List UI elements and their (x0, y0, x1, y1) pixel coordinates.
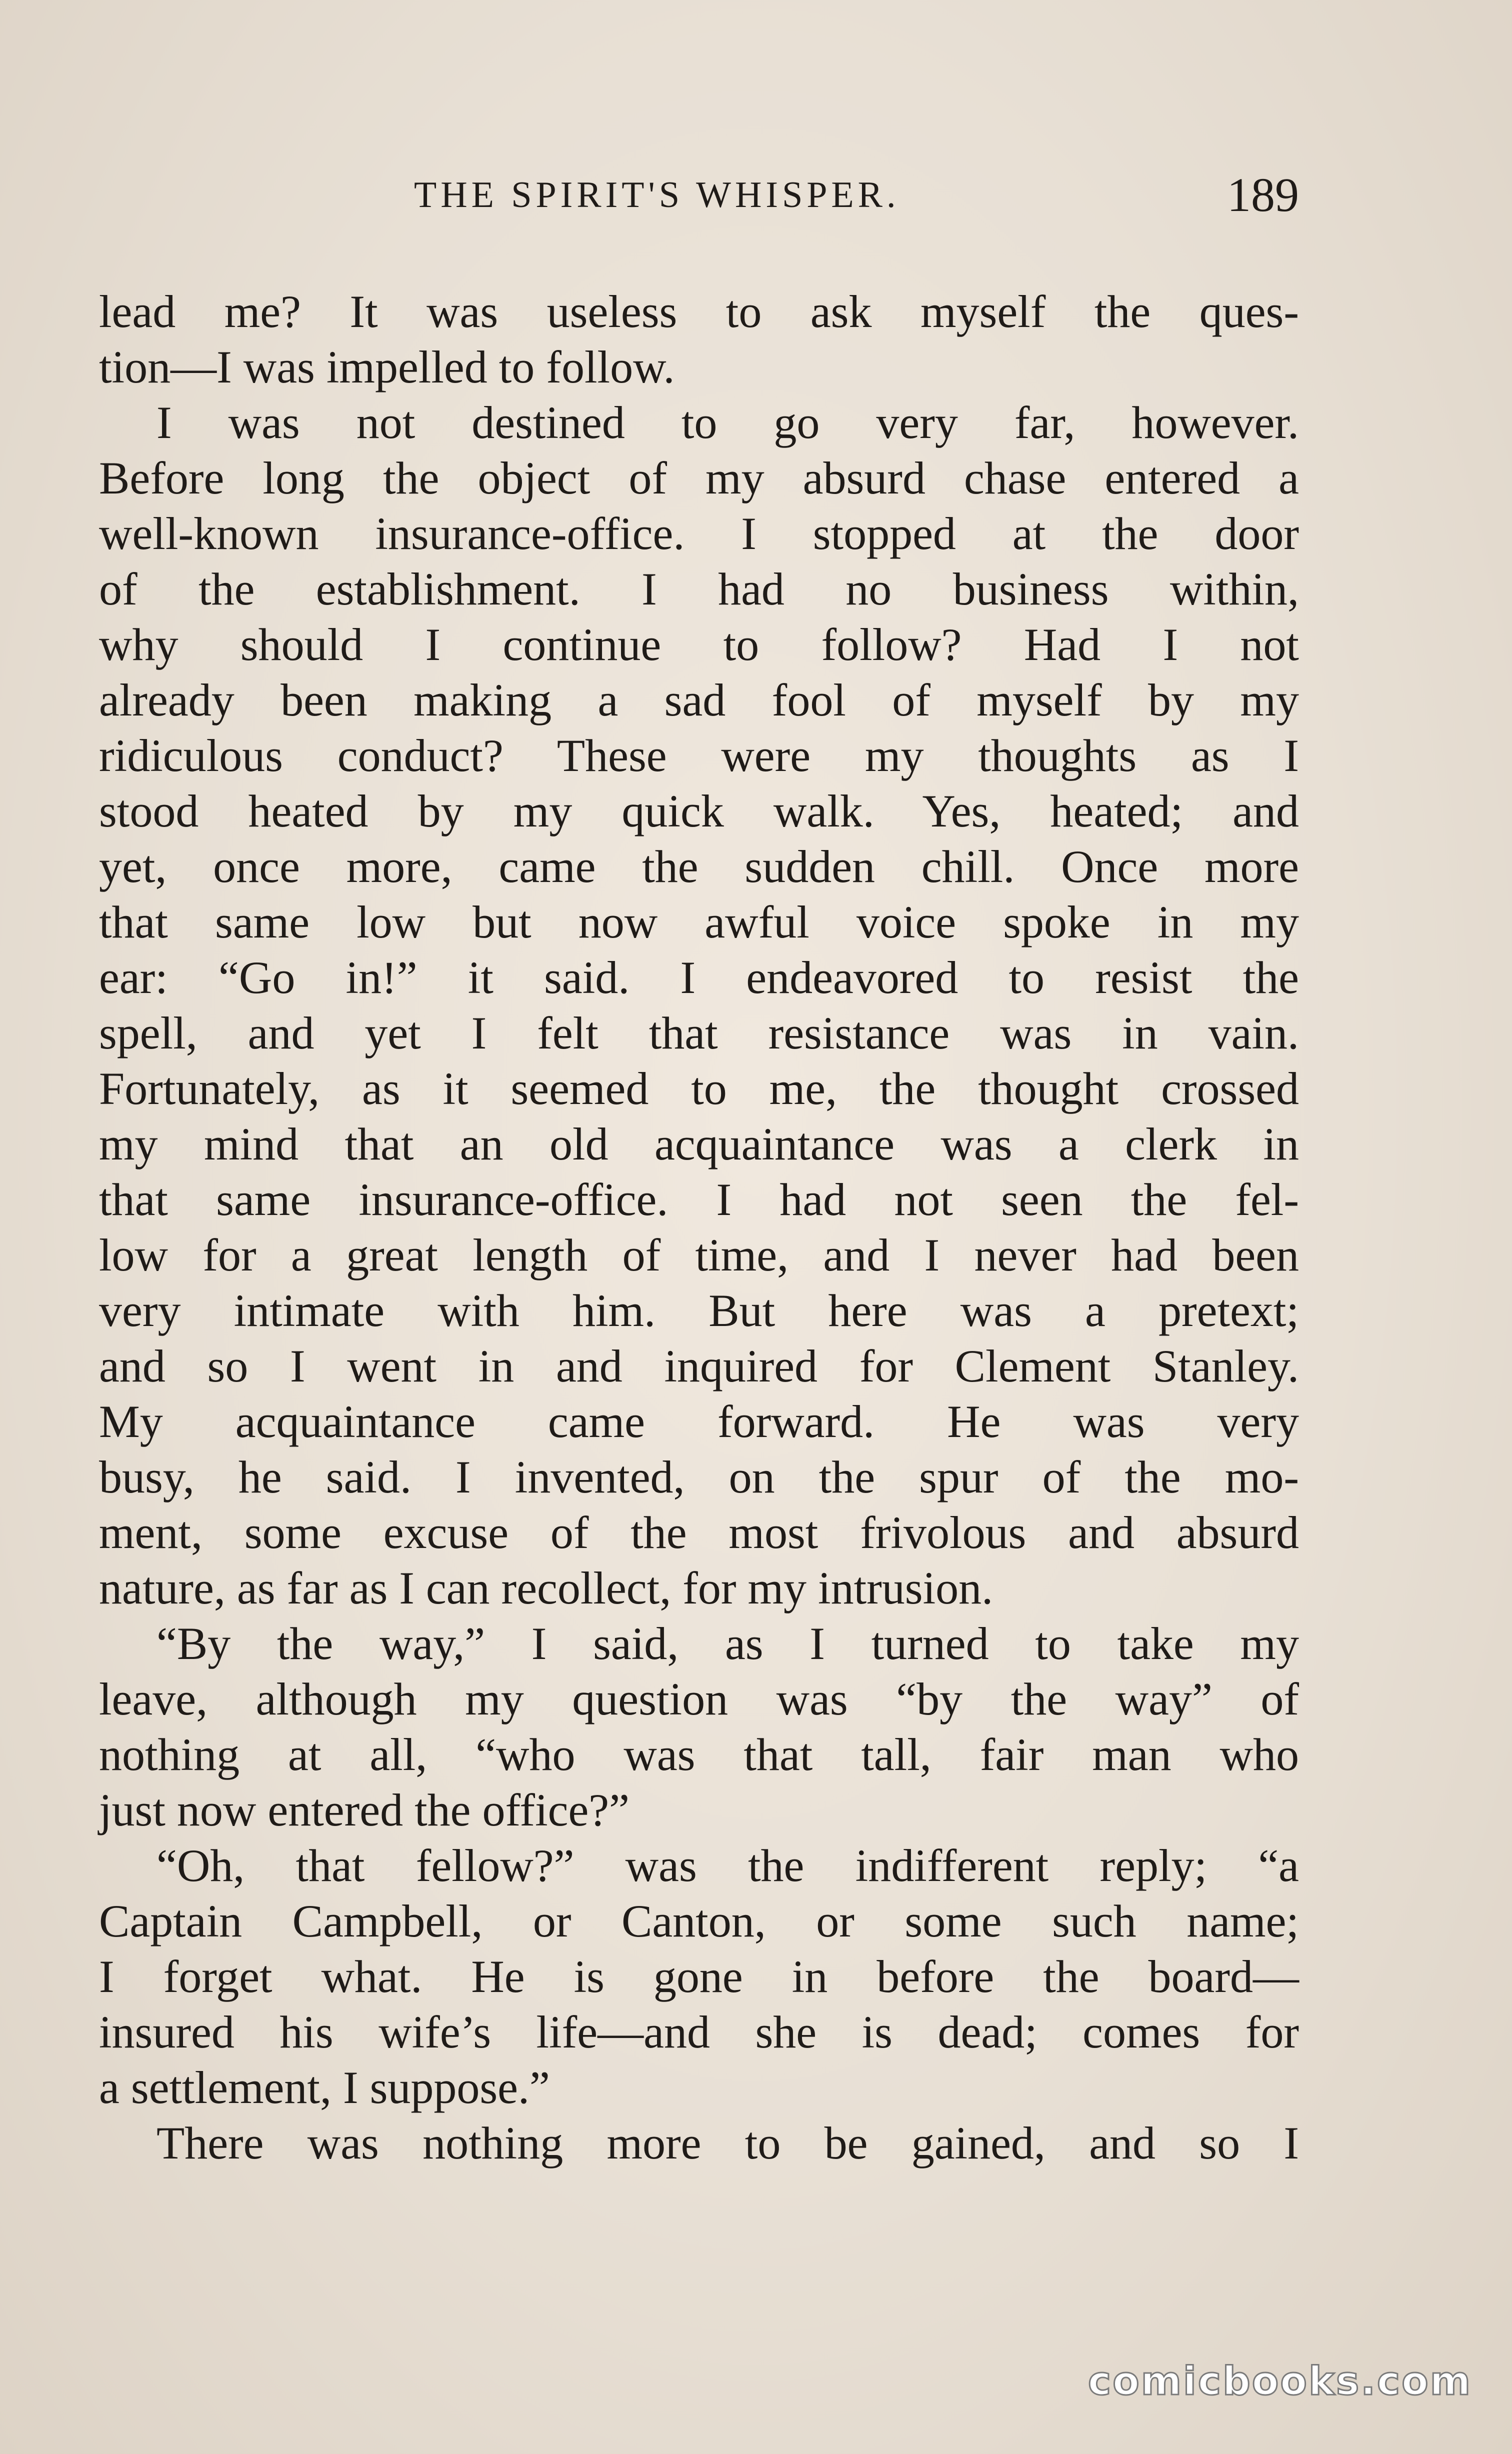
text-line: yet, once more, came the sudden chill. Once more (99, 841, 1299, 892)
body-text (99, 284, 1299, 2171)
running-title: THE SPIRIT'S WHISPER. (414, 174, 900, 216)
text-line: just now entered the office?” (99, 1784, 630, 1836)
text-line: ridiculous conduct? These were my thoughts as I (99, 730, 1299, 781)
text-line: already been making a sad fool of myself by my (99, 674, 1299, 726)
text-line: Before long the object of my absurd chase entered a (99, 452, 1299, 504)
text-line: “Oh, that fellow?” was the indifferent reply; “a (156, 1840, 1299, 1891)
text-line: low for a great length of time, and I never had been (99, 1230, 1299, 1280)
text-line: lead me? It was useless to ask myself the ques- (99, 286, 1299, 337)
text-line: that same insurance-office. I had not seen the fel- (99, 1174, 1299, 1225)
text-line: why should I continue to follow? Had I not (99, 619, 1299, 670)
text-line: my mind that an old acquaintance was a clerk in (99, 1118, 1299, 1170)
running-head (99, 165, 1299, 225)
text-line: “By the way,” I said, as I turned to take my (156, 1618, 1299, 1669)
text-line: busy, he said. I invented, on the spur of the mo- (99, 1452, 1299, 1502)
text-line: Captain Campbell, or Canton, or some such name; (99, 1896, 1299, 1946)
text-line: and so I went in and inquired for Clement Stanley. (99, 1340, 1299, 1392)
text-line: I forget what. He is gone in before the board— (99, 1951, 1299, 2002)
watermark: comicbooks.com (1088, 2359, 1472, 2404)
text-line: Fortunately, as it seemed to me, the thought crossed (99, 1063, 1299, 1114)
text-line: nature, as far as I can recollect, for my intrusion. (99, 1562, 994, 1614)
text-line: ment, some excuse of the most frivolous and absurd (99, 1507, 1299, 1558)
text-line: of the establishment. I had no business within, (99, 564, 1299, 614)
text-line: that same low but now awful voice spoke in my (99, 896, 1299, 948)
page-number: 189 (1227, 168, 1299, 222)
text-line: My acquaintance came forward. He was very (99, 1396, 1299, 1447)
text-line: tion—I was impelled to follow. (99, 342, 675, 392)
text-line: There was nothing more to be gained, and so I (156, 2118, 1299, 2168)
text-line: well-known insurance-office. I stopped at the door (99, 508, 1299, 559)
text-line: very intimate with him. But here was a pretext; (99, 1285, 1299, 1336)
text-line: nothing at all, “who was that tall, fair man who (99, 1729, 1299, 1780)
text-line: a settlement, I suppose.” (99, 2062, 550, 2113)
text-line: insured his wife’s life—and she is dead; comes for (99, 2006, 1299, 2058)
text-line: spell, and yet I felt that resistance was in vain. (99, 1008, 1299, 1058)
text-line: ear: “Go in!” it said. I endeavored to resist the (99, 952, 1299, 1003)
text-line: leave, although my question was “by the way” of (99, 1674, 1299, 1724)
text-line: stood heated by my quick walk. Yes, heated; and (99, 786, 1299, 836)
text-line: I was not destined to go very far, however. (156, 397, 1299, 448)
